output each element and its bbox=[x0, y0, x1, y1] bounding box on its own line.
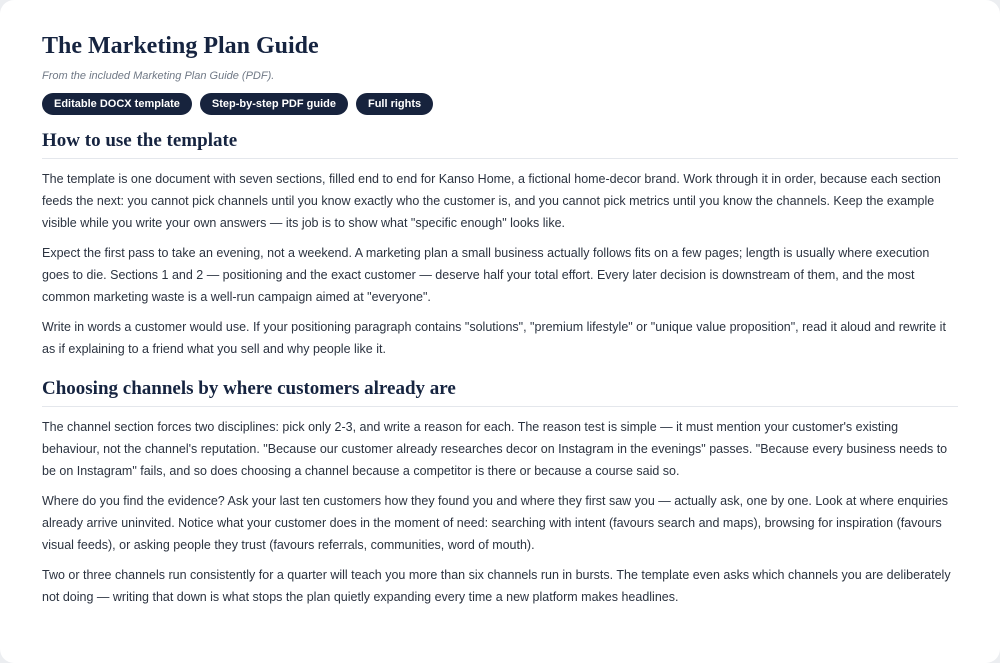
page-title: The Marketing Plan Guide bbox=[42, 33, 319, 59]
paragraph: The channel section forces two disciplines: pick only 2-3, and write a reason for each. The reason test is simple — it must mention your customer's existing behaviour, not the channel's reputation. "Because our customer already researches decor on Instagram in the evenings" passes. "Because every business needs to be on Instagram" fails, and so does choosing a channel because a competitor is there or because a course said so. bbox=[42, 420, 948, 478]
section-choosing-channels bbox=[42, 376, 958, 608]
badge-pdf-guide: Step-by-step PDF guide bbox=[200, 93, 348, 115]
badge-full-rights: Full rights bbox=[356, 93, 433, 115]
page-subtitle: From the included Marketing Plan Guide (PDF). bbox=[42, 70, 275, 82]
paragraph: Expect the first pass to take an evening, not a weekend. A marketing plan a small business actually follows fits on a few pages; length is usually where execution goes to die. Sections 1 and 2 — positioning and the exact customer — deserve half your total effort. Every later decision is downstream of them, and the most common marketing waste is a well-run campaign aimed at "everyone". bbox=[42, 246, 930, 304]
section-heading: How to use the template bbox=[42, 128, 958, 159]
section-heading: Choosing channels by where customers already are bbox=[42, 376, 958, 407]
badge-docx-template: Editable DOCX template bbox=[42, 93, 192, 115]
paragraph: Two or three channels run consistently for a quarter will teach you more than six channels run in bursts. The template even asks which channels you are deliberately not doing — writing that down is what stops the plan quietly expanding every time a new platform makes headlines. bbox=[42, 568, 951, 604]
feature-badges bbox=[42, 93, 958, 115]
paragraph: Write in words a customer would use. If your positioning paragraph contains "solutions", "premium lifestyle" or "unique value proposition", read it aloud and rewrite it as if explaining to a friend what you sell and why people like it. bbox=[42, 320, 946, 356]
section-how-to-use bbox=[42, 128, 958, 360]
paragraph: The template is one document with seven sections, filled end to end for Kanso Home, a fictional home-decor brand. Work through it in order, because each section feeds the next: you cannot pick channels until you know exactly who the customer is, and you cannot pick metrics until you know the channels. Keep the example visible while you write your own answers — its job is to show what "specific enough" looks like. bbox=[42, 172, 941, 230]
paragraph: Where do you find the evidence? Ask your last ten customers how they found you and where they first saw you — actually ask, one by one. Look at where enquiries already arrive uninvited. Notice what your customer does in the moment of need: searching with intent (favours search and maps), browsing for inspiration (favours visual feeds), or asking people they trust (favours referrals, communities, word of mouth). bbox=[42, 494, 949, 552]
